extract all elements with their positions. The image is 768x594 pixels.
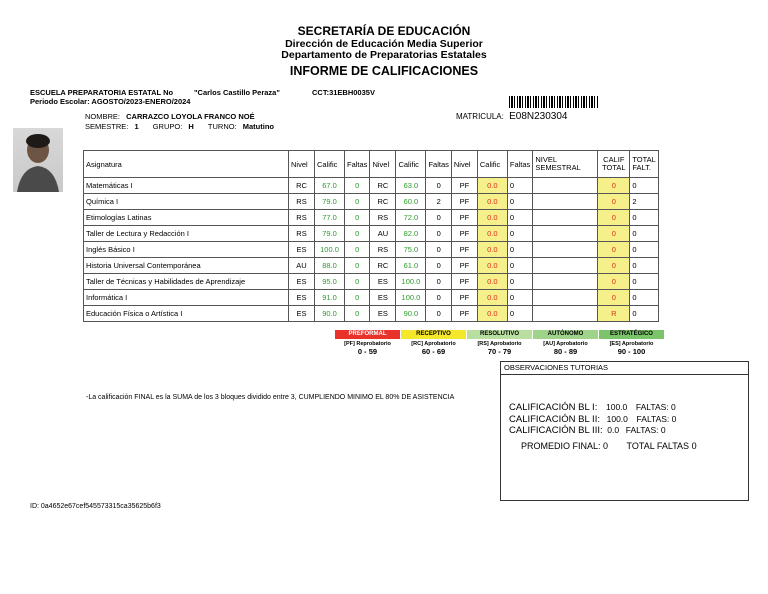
report-title: INFORME DE CALIFICACIONES bbox=[289, 64, 479, 78]
cell-f2: 0 bbox=[426, 210, 451, 226]
cell-f2: 0 bbox=[426, 258, 451, 274]
matricula-label: MATRICULA: bbox=[456, 112, 504, 121]
cell-c1: 88.0 bbox=[315, 258, 345, 274]
cell-total: 0 bbox=[598, 194, 630, 210]
table-row bbox=[84, 226, 659, 242]
cell-f1: 0 bbox=[345, 242, 370, 258]
grupo-value: H bbox=[188, 122, 194, 131]
cell-f1: 0 bbox=[345, 210, 370, 226]
header-cell: Nivel bbox=[451, 151, 477, 178]
bl3-label: CALIFICACIÓN BL III: bbox=[509, 425, 603, 436]
cell-f3: 0 bbox=[507, 242, 532, 258]
cell-c2: 100.0 bbox=[396, 290, 426, 306]
table-row bbox=[84, 178, 659, 194]
cell-n2: AU bbox=[370, 226, 396, 242]
legend-item bbox=[533, 330, 598, 356]
cell-c1: 91.0 bbox=[315, 290, 345, 306]
cell-c3: 0.0 bbox=[477, 178, 507, 194]
header-cell: Calific bbox=[396, 151, 426, 178]
cell-total: 0 bbox=[598, 274, 630, 290]
barcode-image bbox=[509, 96, 598, 108]
cell-c3: 0.0 bbox=[477, 290, 507, 306]
cell-f2: 0 bbox=[426, 306, 451, 322]
cell-total: 0 bbox=[598, 242, 630, 258]
cell-subject: Taller de Lectura y Redacción I bbox=[84, 226, 289, 242]
cell-subject: Etimologías Latinas bbox=[84, 210, 289, 226]
cell-sem bbox=[533, 290, 598, 306]
cell-n2: RS bbox=[370, 242, 396, 258]
turno-label: TURNO: bbox=[207, 122, 237, 131]
cell-total: R bbox=[598, 306, 630, 322]
bl2-row bbox=[509, 414, 697, 426]
matricula-value: E08N230304 bbox=[509, 111, 568, 122]
cell-subject: Taller de Técnicas y Habilidades de Aprendizaje bbox=[84, 274, 289, 290]
header-cell: Nivel bbox=[370, 151, 396, 178]
bl2-faltas: FALTAS: 0 bbox=[636, 413, 677, 424]
matricula-row bbox=[456, 111, 567, 122]
header-cell: Calific bbox=[477, 151, 507, 178]
cell-f2: 2 bbox=[426, 194, 451, 210]
cell-f3: 0 bbox=[507, 306, 532, 322]
legend-description: [ES] Aprobatorio bbox=[609, 341, 654, 347]
cell-sem bbox=[533, 274, 598, 290]
legend-item bbox=[335, 330, 400, 356]
header-cell: Calific bbox=[315, 151, 345, 178]
cell-n3: PF bbox=[451, 290, 477, 306]
cell-total: 0 bbox=[598, 178, 630, 194]
cell-faltas: 2 bbox=[630, 194, 658, 210]
school-period: Periodo Escolar: AGOSTO/2023-ENERO/2024 bbox=[30, 97, 191, 106]
document-id: ID: 0a4652e67cef545573315ca35625b6f3 bbox=[30, 503, 161, 510]
cell-total: 0 bbox=[598, 226, 630, 242]
cell-c2: 100.0 bbox=[396, 274, 426, 290]
cell-c3: 0.0 bbox=[477, 210, 507, 226]
header-cell: NIVEL SEMESTRAL bbox=[533, 151, 598, 178]
cell-c2: 63.0 bbox=[396, 178, 426, 194]
cell-n2: ES bbox=[370, 274, 396, 290]
school-name: "Carlos Castillo Peraza" bbox=[194, 88, 280, 97]
cell-c1: 90.0 bbox=[315, 306, 345, 322]
document-subtitle-1: Dirección de Educación Media Superior bbox=[285, 38, 483, 50]
cell-c2: 60.0 bbox=[396, 194, 426, 210]
cell-subject: Historia Universal Contemporánea bbox=[84, 258, 289, 274]
legend-description: [PF] Reprobatorio bbox=[344, 341, 391, 347]
cell-f1: 0 bbox=[345, 194, 370, 210]
bl3-faltas: FALTAS: 0 bbox=[625, 425, 666, 435]
level-legend bbox=[335, 330, 665, 356]
legend-level-label: RESOLUTIVO bbox=[467, 330, 532, 339]
cell-n3: PF bbox=[451, 178, 477, 194]
student-photo bbox=[13, 128, 63, 192]
cell-c3: 0.0 bbox=[477, 226, 507, 242]
cell-f3: 0 bbox=[507, 258, 532, 274]
cell-n2: RS bbox=[370, 210, 396, 226]
cell-c2: 72.0 bbox=[396, 210, 426, 226]
cell-n2: ES bbox=[370, 290, 396, 306]
legend-description: [RS] Aprobatorio bbox=[477, 341, 522, 347]
cell-n1: AU bbox=[289, 258, 315, 274]
cell-subject: Educación Física o Artística I bbox=[84, 306, 289, 322]
bl3-row bbox=[509, 425, 697, 437]
cell-n2: ES bbox=[370, 306, 396, 322]
cell-faltas: 0 bbox=[630, 226, 658, 242]
school-cct: CCT:31EBH0035V bbox=[312, 88, 375, 97]
student-name-label: NOMBRE: bbox=[85, 112, 121, 121]
cell-f3: 0 bbox=[507, 210, 532, 226]
cell-f1: 0 bbox=[345, 290, 370, 306]
cell-n2: RC bbox=[370, 194, 396, 210]
cell-n2: RC bbox=[370, 178, 396, 194]
cell-f3: 0 bbox=[507, 194, 532, 210]
cell-f2: 0 bbox=[426, 178, 451, 194]
cell-c1: 95.0 bbox=[315, 274, 345, 290]
cell-subject: Informática I bbox=[84, 290, 289, 306]
legend-description: [RC] Aprobatorio bbox=[411, 341, 456, 347]
table-row bbox=[84, 194, 659, 210]
cell-f2: 0 bbox=[426, 274, 451, 290]
cell-c1: 67.0 bbox=[315, 178, 345, 194]
cell-f3: 0 bbox=[507, 178, 532, 194]
legend-level-label: RECEPTIVO bbox=[401, 330, 466, 339]
cell-n3: PF bbox=[451, 210, 477, 226]
cell-faltas: 0 bbox=[630, 178, 658, 194]
cell-n3: PF bbox=[451, 274, 477, 290]
legend-item bbox=[467, 330, 532, 356]
cell-f2: 0 bbox=[426, 242, 451, 258]
observations-box bbox=[500, 361, 749, 501]
table-row bbox=[84, 290, 659, 306]
cell-c1: 77.0 bbox=[315, 210, 345, 226]
cell-n3: PF bbox=[451, 258, 477, 274]
bl3-value: 0.0 bbox=[607, 425, 620, 435]
header-cell: Faltas bbox=[507, 151, 532, 178]
table-row bbox=[84, 274, 659, 290]
promedio-final: PROMEDIO FINAL: 0 bbox=[521, 440, 609, 451]
cell-f3: 0 bbox=[507, 274, 532, 290]
grading-note: -La calificación FINAL es la SUMA de los 3 bloques dividido entre 3, CUMPLIENDO MINIMO EL 80% DE ASISTENCIA bbox=[86, 394, 455, 401]
cell-faltas: 0 bbox=[630, 242, 658, 258]
cell-c2: 75.0 bbox=[396, 242, 426, 258]
table-row bbox=[84, 242, 659, 258]
cell-c3: 0.0 bbox=[477, 194, 507, 210]
cell-n1: ES bbox=[289, 274, 315, 290]
cell-sem bbox=[533, 226, 598, 242]
cell-total: 0 bbox=[598, 290, 630, 306]
document-title: SECRETARÍA DE EDUCACIÓN bbox=[297, 24, 471, 38]
document-subtitle-2: Departamento de Preparatorias Estatales bbox=[281, 49, 487, 61]
legend-range: 70 - 79 bbox=[487, 347, 512, 356]
legend-item bbox=[599, 330, 664, 356]
cell-f2: 0 bbox=[426, 290, 451, 306]
header-cell: Asignatura bbox=[84, 151, 289, 178]
bl2-label: CALIFICACIÓN BL II: bbox=[509, 413, 600, 425]
cell-sem bbox=[533, 194, 598, 210]
header-cell: Faltas bbox=[345, 151, 370, 178]
table-row bbox=[84, 306, 659, 322]
cell-total: 0 bbox=[598, 258, 630, 274]
cell-sem bbox=[533, 306, 598, 322]
legend-item bbox=[401, 330, 466, 356]
bl1-row bbox=[509, 402, 697, 414]
legend-range: 80 - 89 bbox=[553, 347, 578, 356]
cell-subject: Inglés Básico I bbox=[84, 242, 289, 258]
cell-n3: PF bbox=[451, 194, 477, 210]
cell-sem bbox=[533, 258, 598, 274]
cell-total: 0 bbox=[598, 210, 630, 226]
legend-level-label: ESTRATÉGICO bbox=[599, 330, 664, 339]
cell-sem bbox=[533, 210, 598, 226]
legend-description: [AU] Aprobatorio bbox=[543, 341, 588, 347]
grupo-label: GRUPO: bbox=[152, 122, 183, 131]
cell-c1: 79.0 bbox=[315, 194, 345, 210]
cell-n1: RS bbox=[289, 194, 315, 210]
cell-c2: 82.0 bbox=[396, 226, 426, 242]
cell-c3: 0.0 bbox=[477, 274, 507, 290]
final-row bbox=[509, 441, 697, 452]
bl2-value: 100.0 bbox=[606, 413, 628, 424]
cell-sem bbox=[533, 242, 598, 258]
header-cell: Faltas bbox=[426, 151, 451, 178]
cell-c3: 0.0 bbox=[477, 258, 507, 274]
cell-f1: 0 bbox=[345, 274, 370, 290]
cell-faltas: 0 bbox=[630, 290, 658, 306]
semestre-value: 1 bbox=[134, 122, 139, 131]
header-cell: TOTAL FALT. bbox=[630, 151, 658, 178]
observations-content bbox=[509, 402, 697, 451]
cell-faltas: 0 bbox=[630, 274, 658, 290]
cell-f1: 0 bbox=[345, 226, 370, 242]
student-name-row bbox=[85, 112, 255, 121]
cell-n1: RS bbox=[289, 210, 315, 226]
bl1-value: 100.0 bbox=[605, 402, 628, 412]
bl1-faltas: FALTAS: 0 bbox=[635, 402, 676, 412]
observations-title: OBSERVACIONES TUTORIAS bbox=[501, 362, 748, 375]
legend-range: 0 - 59 bbox=[357, 347, 378, 356]
cell-subject: Matemáticas I bbox=[84, 178, 289, 194]
bl1-label: CALIFICACIÓN BL I: bbox=[509, 402, 598, 413]
cell-f3: 0 bbox=[507, 290, 532, 306]
cell-f1: 0 bbox=[345, 258, 370, 274]
cell-n1: RS bbox=[289, 226, 315, 242]
table-row bbox=[84, 210, 659, 226]
header-cell: CALIF TOTAL bbox=[598, 151, 630, 178]
cell-subject: Química I bbox=[84, 194, 289, 210]
cell-c2: 90.0 bbox=[396, 306, 426, 322]
table-header-row bbox=[84, 151, 659, 178]
student-meta-row bbox=[85, 122, 274, 131]
grades-table bbox=[83, 150, 659, 322]
cell-n3: PF bbox=[451, 242, 477, 258]
cell-sem bbox=[533, 178, 598, 194]
cell-n1: ES bbox=[289, 290, 315, 306]
cell-faltas: 0 bbox=[630, 210, 658, 226]
cell-f3: 0 bbox=[507, 226, 532, 242]
cell-c3: 0.0 bbox=[477, 306, 507, 322]
legend-level-label: AUTÓNOMO bbox=[533, 330, 598, 339]
legend-range: 60 - 69 bbox=[421, 347, 446, 356]
total-faltas: TOTAL FALTAS 0 bbox=[626, 440, 697, 451]
cell-c1: 100.0 bbox=[315, 242, 345, 258]
cell-f1: 0 bbox=[345, 178, 370, 194]
header-cell: Nivel bbox=[289, 151, 315, 178]
cell-n1: RC bbox=[289, 178, 315, 194]
cell-faltas: 0 bbox=[630, 258, 658, 274]
school-line: ESCUELA PREPARATORIA ESTATAL No bbox=[30, 88, 174, 97]
cell-n3: PF bbox=[451, 306, 477, 322]
cell-f2: 0 bbox=[426, 226, 451, 242]
cell-c2: 61.0 bbox=[396, 258, 426, 274]
cell-n2: RC bbox=[370, 258, 396, 274]
turno-value: Matutino bbox=[242, 122, 274, 131]
cell-f1: 0 bbox=[345, 306, 370, 322]
student-name: CARRAZCO LOYOLA FRANCO NOÉ bbox=[126, 112, 255, 121]
semestre-label: SEMESTRE: bbox=[85, 122, 129, 131]
cell-faltas: 0 bbox=[630, 306, 658, 322]
cell-n3: PF bbox=[451, 226, 477, 242]
cell-n1: ES bbox=[289, 242, 315, 258]
cell-c1: 79.0 bbox=[315, 226, 345, 242]
cell-n1: ES bbox=[289, 306, 315, 322]
legend-range: 90 - 100 bbox=[617, 347, 646, 356]
legend-level-label: PREFORMAL bbox=[335, 330, 400, 339]
cell-c3: 0.0 bbox=[477, 242, 507, 258]
table-row bbox=[84, 258, 659, 274]
